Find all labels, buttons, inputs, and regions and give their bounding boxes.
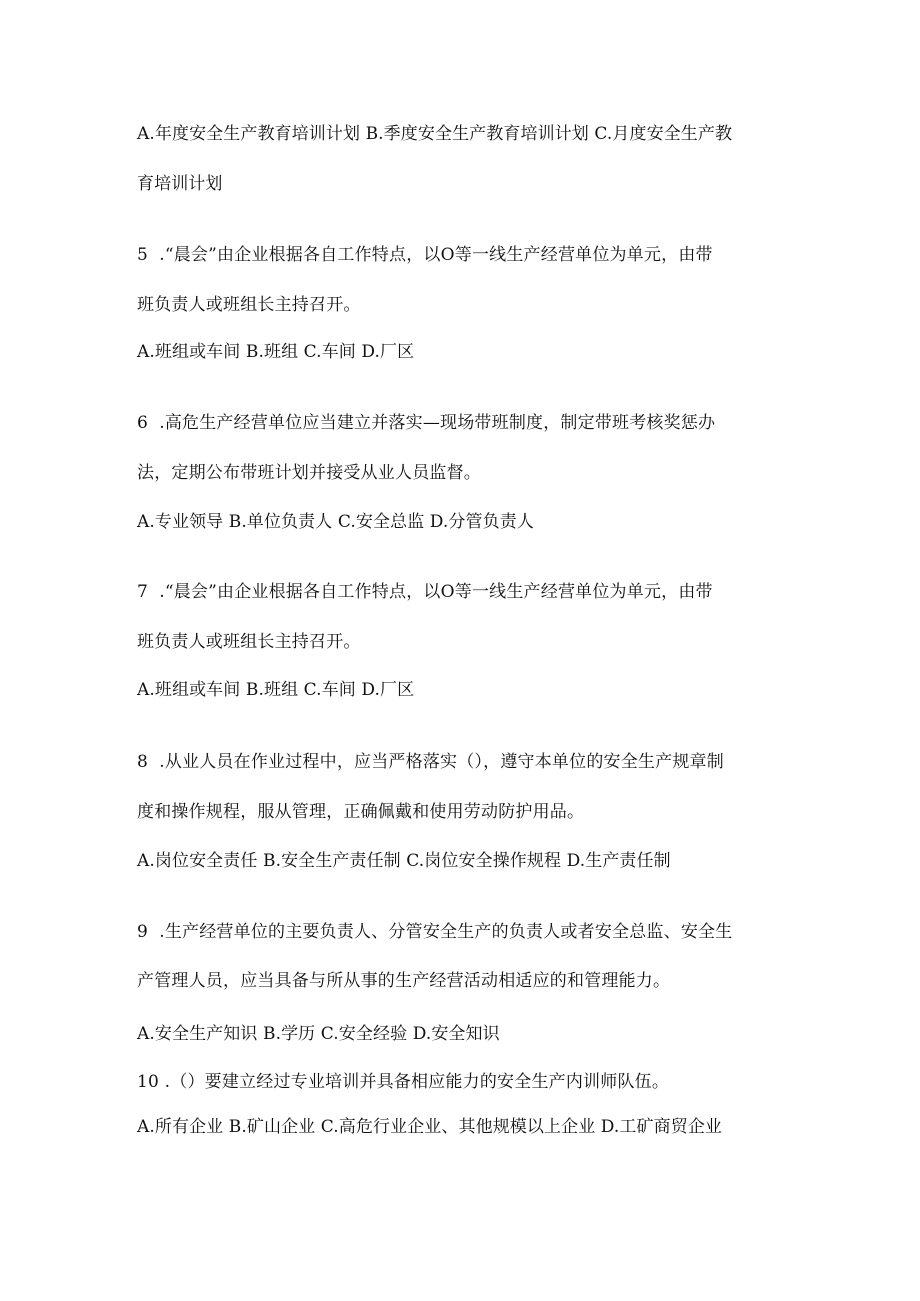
q7-stem-line-2: 班负责人或班组长主持召开。 [137, 632, 361, 652]
q9-stem-line-2: 产管理人员，应当具备与所从事的生产经营活动相适应的和管理能力。 [137, 971, 671, 991]
q5-options: A.班组或车间 B.班组 C.车间 D.厂区 [137, 342, 415, 362]
q7-stem-line-1: 7 .“晨会”由企业根据各自工作特点，以O等一线生产经营单位为单元，由带 [137, 582, 713, 602]
q10-options: A.所有企业 B.矿山企业 C.高危行业企业、其他规模以上企业 D.工矿商贸企业 [137, 1117, 723, 1137]
q8-stem-line-2: 度和操作规程，服从管理，正确佩戴和使用劳动防护用品。 [137, 802, 585, 822]
q4-options-line-2: 育培训计划 [137, 174, 223, 194]
q5-stem-line-1: 5 .“晨会”由企业根据各自工作特点，以O等一线生产经营单位为单元，由带 [137, 245, 713, 265]
q9-options: A.安全生产知识 B.学历 C.安全经验 D.安全知识 [137, 1024, 500, 1044]
q7-options: A.班组或车间 B.班组 C.车间 D.厂区 [137, 680, 415, 700]
q8-options: A.岗位安全责任 B.安全生产责任制 C.岗位安全操作规程 D.生产责任制 [137, 851, 671, 871]
q6-stem-line-2: 法，定期公布带班计划并接受从业人员监督。 [137, 463, 481, 483]
q8-stem-line-1: 8 .从业人员在作业过程中，应当严格落实（），遵守本单位的安全生产规章制 [137, 752, 724, 772]
q10-stem-line-1: 10 .（）要建立经过专业培训并具备相应能力的安全生产内训师队伍。 [137, 1072, 670, 1092]
q4-options-line-1: A.年度安全生产教育培训计划 B.季度安全生产教育培训计划 C.月度安全生产教 [137, 124, 733, 144]
q6-options: A.专业领导 B.单位负责人 C.安全总监 D.分管负责人 [137, 512, 534, 532]
q9-stem-line-1: 9 .生产经营单位的主要负责人、分管安全生产的负责人或者安全总监、安全生 [137, 922, 733, 942]
q5-stem-line-2: 班负责人或班组长主持召开。 [137, 295, 361, 315]
q6-stem-line-1: 6 .高危生产经营单位应当建立并落实—现场带班制度，制定带班考核奖惩办 [137, 413, 716, 433]
